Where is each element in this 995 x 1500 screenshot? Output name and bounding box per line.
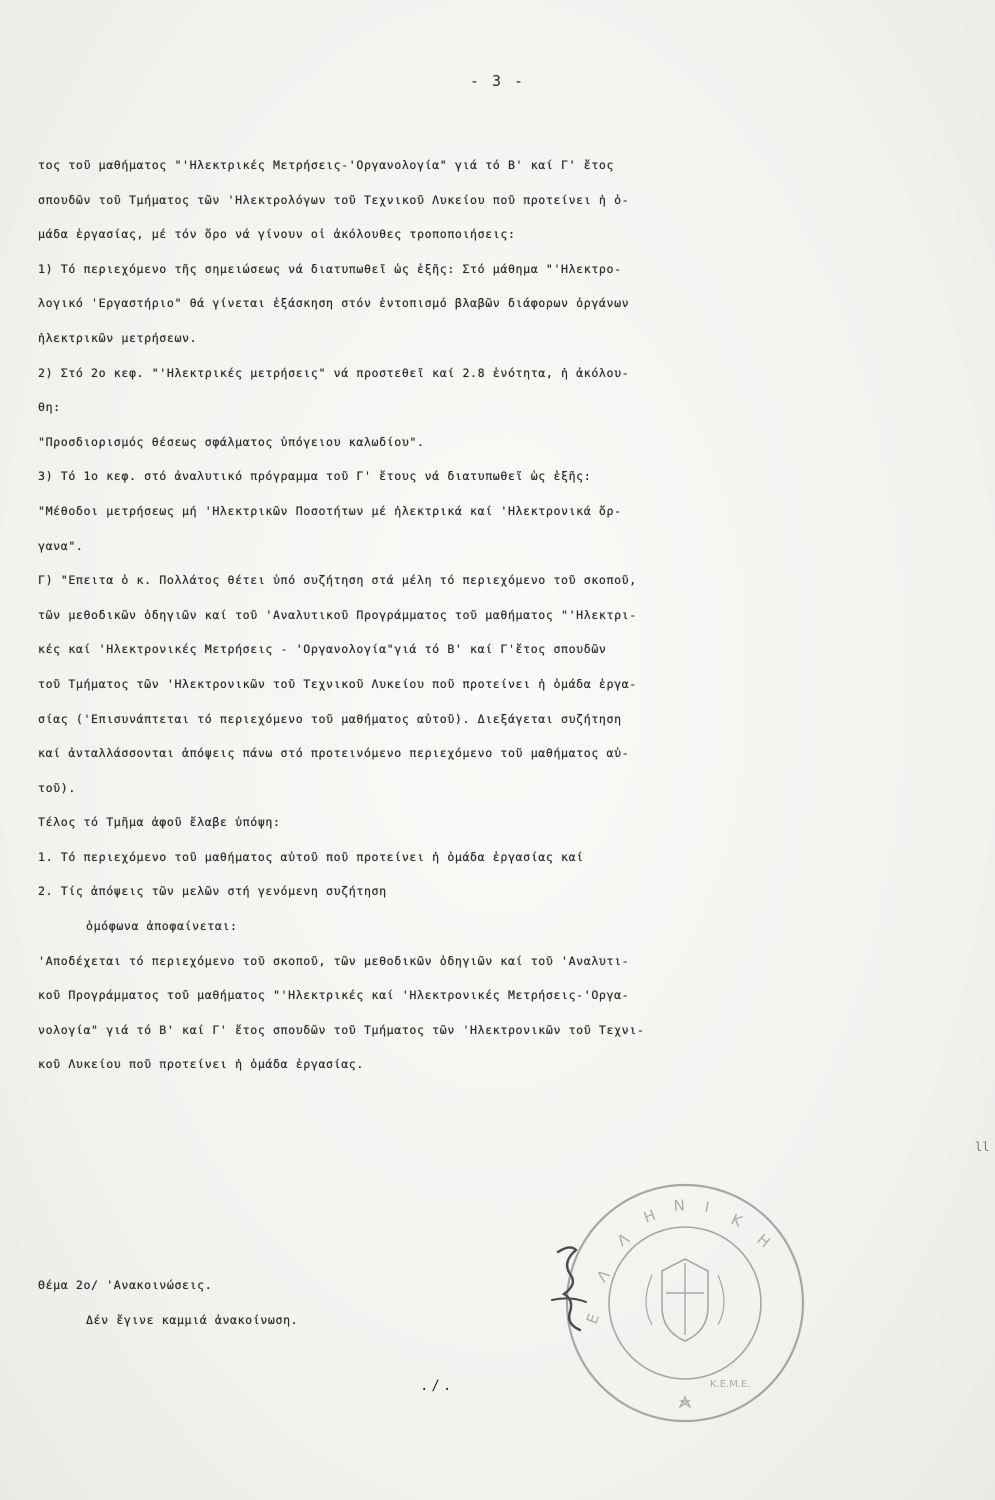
text-line: "Μέθοδοι μετρήσεως μή 'Ηλεκτρικῶν Ποσοτήτων μέ ἠλεκτρικά καί 'Ηλεκτρονικά ὄρ-: [38, 503, 622, 518]
theme-body: Δέν ἔγινε καμμιά ἀνακοίνωση.: [86, 1312, 299, 1327]
svg-text:Η: Η: [753, 1230, 774, 1252]
decision-line: κοῦ Προγράμματος τοῦ μαθήματος "'Ηλεκτρικές καί 'Ηλεκτρονικές Μετρήσεις-'Οργα-: [38, 988, 630, 1003]
decision-line: νολογία" γιά τό Β' καί Γ' ἔτος σπουδῶν τοῦ Τμήματος τῶν 'Ηλεκτρονικῶν τοῦ Τεχνι-: [38, 1022, 645, 1037]
page-number: - 3 -: [469, 72, 526, 90]
decision-label: ὁμόφωνα ἀποφαίνεται:: [86, 919, 238, 934]
text-line: 1. Τό περιεχόμενο τοῦ μαθήματος αὐτοῦ ποῦ προτείνει ἡ ὁμάδα ἐργασίας καί: [38, 849, 584, 864]
text-line: τος τοῦ μαθήματος "'Ηλεκτρικές Μετρήσεις-'Οργανολογία" γιά τό Β' καί Γ' ἔτος: [38, 158, 615, 172]
text-line: τῶν μεθοδικῶν ὁδηγιῶν καί τοῦ 'Αναλυτικοῦ Προγράμματος τοῦ μαθήματος "'Ηλεκτρι-: [38, 607, 637, 622]
text-line: 1) Τό περιεχόμενο τῆς σημειώσεως νά διατυπωθεῖ ὡς ἑξῆς: Στό μάθημα "'Ηλεκτρο-: [38, 261, 622, 276]
text-line: ἠλεκτρικῶν μετρήσεων.: [38, 330, 198, 345]
text-line: σπουδῶν τοῦ Τμήματος τῶν 'Ηλεκτρολόγων τοῦ Τεχνικοῦ Λυκείου ποῦ προτείνει ἡ ὁ-: [38, 192, 630, 207]
svg-text:Κ.Ε.Μ.Ε.: Κ.Ε.Μ.Ε.: [710, 1379, 751, 1390]
text-line: καί ἀνταλλάσσονται ἀπόψεις πάνω στό προτεινόμενο περιεχόμενο τοῦ μαθήματος αὐ-: [38, 746, 630, 761]
continuation-mark: ./.: [420, 1378, 455, 1394]
text-line: τοῦ Τμήματος τῶν 'Ηλεκτρονικῶν τοῦ Τεχνικοῦ Λυκείου ποῦ προτείνει ἡ ὁμάδα ἐργα-: [38, 676, 637, 691]
text-line: 2) Στό 2ο κεφ. "'Ηλεκτρικές μετρήσεις" νά προστεθεῖ καί 2.8 ἑνότητα, ἡ ἀκόλου-: [38, 365, 630, 380]
text-line: θη:: [38, 400, 61, 415]
signature: [540, 1240, 610, 1340]
svg-text:Ν: Ν: [673, 1196, 686, 1215]
text-line: Γ) "Επειτα ὁ κ. Πολλάτος θέτει ὑπό συζήτηση στά μέλη τό περιεχόμενο τοῦ σκοποῦ,: [38, 573, 637, 588]
margin-mark: ll: [975, 1140, 990, 1154]
text-line: Τέλος τό Τμῆμα ἀφοῦ ἔλαβε ὑπόψη:: [38, 815, 281, 830]
text-line: μάδα ἐργασίας, μέ τόν ὅρο νά γίνουν οἱ ἀκόλουθες τροποποιήσεις:: [38, 227, 516, 242]
svg-text:Η: Η: [641, 1205, 658, 1227]
decision-line: 'Αποδέχεται τό περιεχόμενο τοῦ σκοποῦ, τῶν μεθοδικῶν ὁδηγιῶν καί τοῦ 'Αναλυτι-: [38, 953, 630, 968]
text-line: 2. Τίς ἀπόψεις τῶν μελῶν στή γενόμενη συζήτηση: [38, 884, 387, 899]
text-line: κές καί 'Ηλεκτρονικές Μετρήσεις - 'Οργανολογία"γιά τό Β' καί Γ'ἔτος σπουδῶν: [38, 642, 607, 657]
svg-text:Λ: Λ: [592, 1266, 614, 1286]
svg-text:Ε: Ε: [582, 1311, 604, 1327]
text-line: 3) Τό 1ο κεφ. στό ἀναλυτικό πρόγραμμα τοῦ Γ' ἔτους νά διατυπωθεῖ ὡς ἑξῆς:: [38, 469, 592, 484]
svg-text:Ι: Ι: [703, 1198, 711, 1217]
decision-line: κοῦ Λυκείου ποῦ προτείνει ἡ ὁμάδα ἐργασίας.: [38, 1057, 364, 1072]
svg-text:Λ: Λ: [613, 1229, 633, 1251]
svg-text:Κ: Κ: [728, 1210, 745, 1231]
text-line: τοῦ).: [38, 780, 76, 795]
text-line: "Προσδιορισμός θέσεως σφάλματος ὑπόγειου καλωδίου".: [38, 434, 425, 449]
body-text: [38, 148, 943, 1082]
text-line: σίας ('Επισυνάπτεται τό περιεχόμενο τοῦ μαθήματος αὐτοῦ). Διεξάγεται συζήτηση: [38, 711, 622, 726]
text-line: γανα".: [38, 538, 84, 553]
text-line: λογικό 'Εργαστήριο" θά γίνεται ἐξάσκηση στόν ἐντοπισμό βλαβῶν διάφορων ὀργάνων: [38, 296, 630, 311]
theme-title: Θέμα 2ο/ 'Ανακοινώσεις.: [38, 1278, 213, 1292]
signature-icon: [540, 1240, 610, 1340]
